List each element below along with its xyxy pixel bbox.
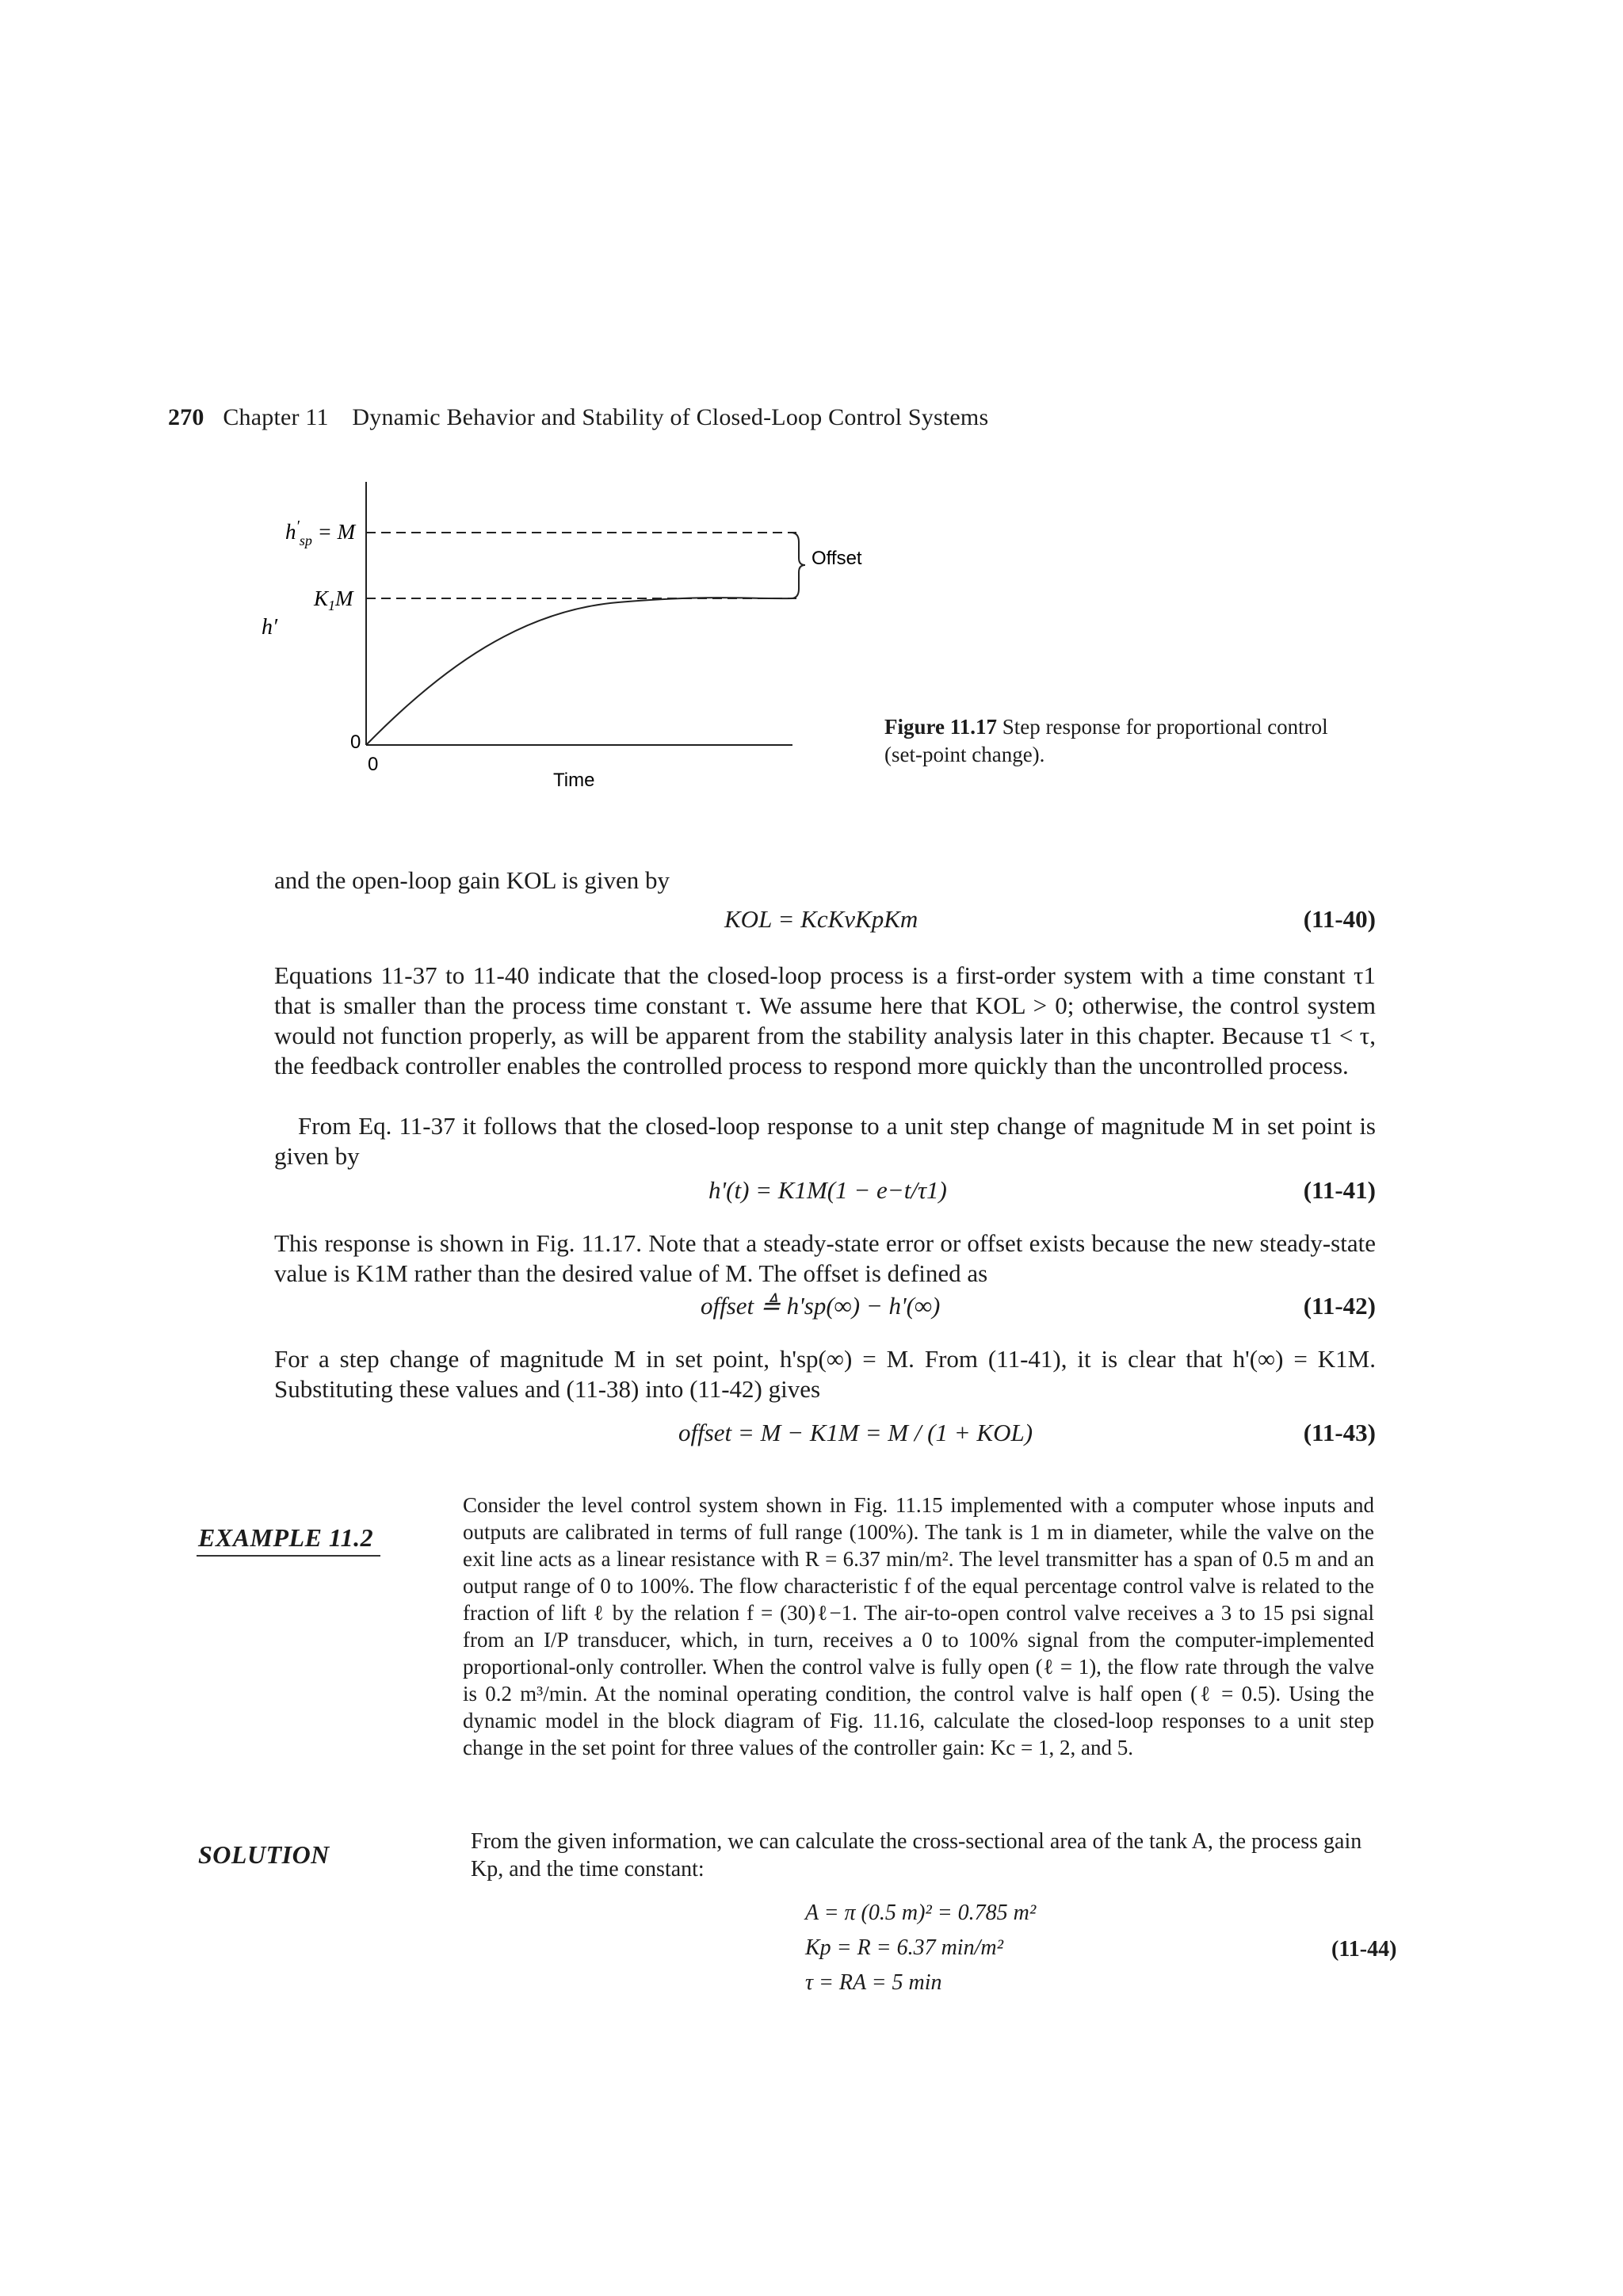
response-curve bbox=[366, 598, 792, 745]
equation-11-42-number: (11-42) bbox=[1303, 1292, 1376, 1320]
offset-label: Offset bbox=[812, 548, 862, 569]
figure-step-response bbox=[238, 476, 862, 793]
equation-11-41 bbox=[274, 1176, 1376, 1208]
chapter-label: Chapter 11 bbox=[223, 404, 329, 430]
example-body: Consider the level control system shown in Fig. 11.15 implemented with a computer whose inputs and outputs are calibrated in terms of full range (100%). The tank is 1 m in diameter, while the valve on the exit line acts as a linear resistance with R = 6.37 min/m². The level transmitter has a span of 0.5 m and an output range of 0 to 100%. The flow characteristic f of the equal percentage control valve is related to the fraction of lift ℓ by the relation f = (30)ℓ−1. The air-to-open control valve receives a 3 to 15 psi signal from an I/P transducer, which, in turn, receives a 0 to 100% signal from the computer-implemented proportional-only controller. When the control valve is fully open (ℓ = 1), the flow rate through the valve is 0.2 m³/min. At the nominal operating condition, the control valve is half open (ℓ = 0.5). Using the dynamic model in the block diagram of Fig. 11.16, calculate the closed-loop responses to a unit step change in the set point for three values of the controller gain: Kc = 1, 2, and 5. bbox=[463, 1493, 1374, 1759]
equation-11-43-expr: offset = M − K1M = M / (1 + KOL) bbox=[678, 1419, 1033, 1446]
equation-11-41-number: (11-41) bbox=[1303, 1176, 1376, 1204]
equation-11-42 bbox=[274, 1292, 1376, 1324]
figure-caption-number: Figure 11.17 bbox=[884, 715, 998, 739]
setpoint-label: $h'_{sp} = M$ bbox=[285, 518, 356, 548]
offset-brace bbox=[791, 533, 805, 598]
solution-equation-time-constant: τ = RA = 5 min bbox=[805, 1970, 942, 1995]
equation-11-43-number: (11-43) bbox=[1303, 1419, 1376, 1446]
equation-11-44-number: (11-44) bbox=[1331, 1937, 1397, 1962]
paragraph-closed-loop-response: From Eq. 11-37 it follows that the closed-loop response to a unit step change of magnitude M in set point is given by bbox=[274, 1112, 1376, 1170]
solution-label: SOLUTION bbox=[198, 1840, 330, 1869]
y-axis-label: h′ bbox=[262, 615, 278, 640]
x-axis-label: Time bbox=[553, 770, 595, 791]
equation-11-40-number: (11-40) bbox=[1303, 905, 1376, 933]
chapter-title: Dynamic Behavior and Stability of Closed-Loop Control Systems bbox=[352, 404, 989, 430]
paragraph-open-loop-gain: and the open-loop gain KOL is given by bbox=[274, 866, 670, 894]
equation-11-41-expr: h'(t) = K1M(1 − e−t/τ1) bbox=[708, 1176, 947, 1204]
k1m-label: $K_1M$ bbox=[314, 586, 353, 613]
x-zero-label: 0 bbox=[368, 754, 379, 775]
paragraph-offset: This response is shown in Fig. 11.17. Note that a steady-state error or offset exists because the new steady-state value is K1M rather than the desired value of M. The offset is defined as bbox=[274, 1229, 1376, 1287]
equation-11-40 bbox=[274, 905, 1376, 937]
figure-caption-text: Step response for proportional control (set-point change). bbox=[884, 715, 1328, 766]
example-label: EXAMPLE 11.2 bbox=[198, 1523, 374, 1552]
figure-caption bbox=[884, 713, 1328, 769]
example-label-rule bbox=[197, 1555, 380, 1557]
paragraph-substitution: For a step change of magnitude M in set point, h'sp(∞) = M. From (11-41), it is clear that h'(∞) = K1M. Substituting these values and (11-38) into (11-42) gives bbox=[274, 1345, 1376, 1403]
equation-11-42-expr: offset ≜ h'sp(∞) − h'(∞) bbox=[701, 1292, 941, 1320]
equation-11-40-expr: KOL = KcKvKpKm bbox=[724, 905, 918, 933]
solution-equation-gain: Kp = R = 6.37 min/m² bbox=[805, 1935, 1003, 1960]
solution-body: From the given information, we can calculate the cross-sectional area of the tank A, the process gain Kp, and the time constant: bbox=[471, 1829, 1362, 1881]
solution-equation-area: A = π (0.5 m)² = 0.785 m² bbox=[805, 1901, 1037, 1925]
running-header bbox=[168, 404, 988, 431]
paragraph-first-order: Equations 11-37 to 11-40 indicate that the closed-loop process is a first-order system with a time constant τ1 that is smaller than the process time constant τ. We assume here that KOL > 0; otherwise, the control system would not function properly, as will be apparent from the stability analysis later in this chapter. Because τ1 < τ, the feedback controller enables the controlled process to respond more quickly than the uncontrolled process. bbox=[274, 961, 1376, 1079]
page-number: 270 bbox=[168, 404, 204, 430]
y-zero-label: 0 bbox=[350, 732, 361, 753]
equation-11-43 bbox=[274, 1419, 1376, 1450]
